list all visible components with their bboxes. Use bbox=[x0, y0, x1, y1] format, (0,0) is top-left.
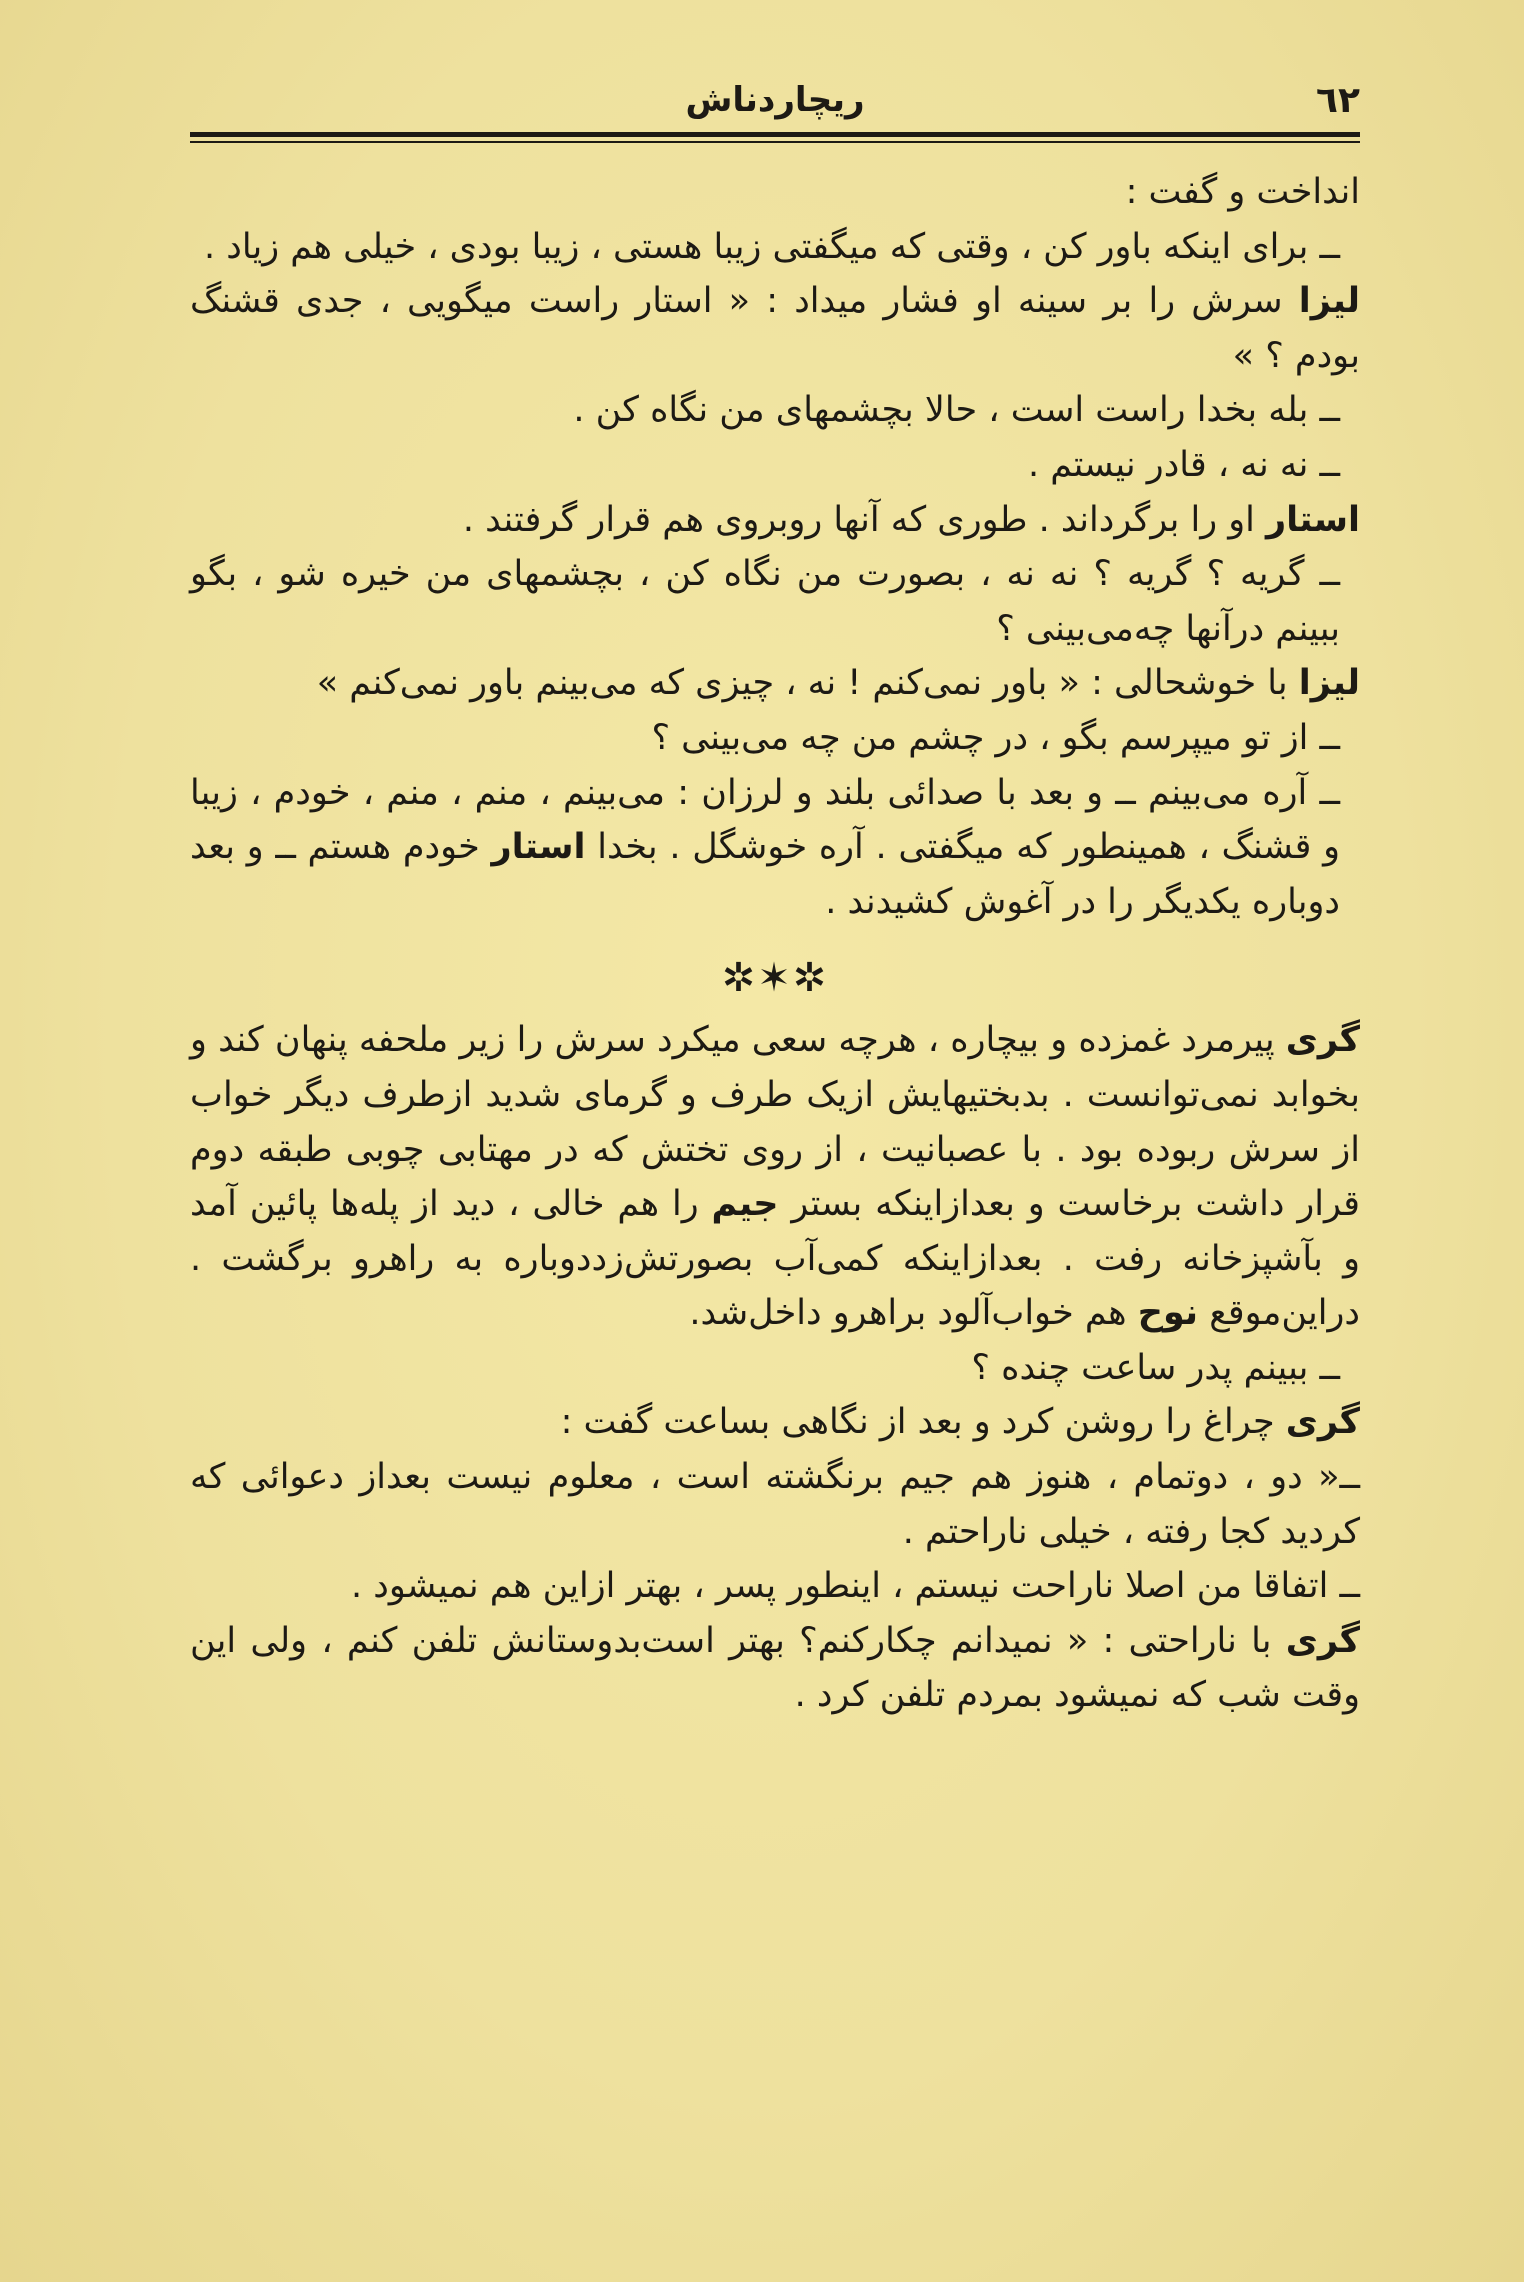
dialogue-line: ــ برای اینکه باور کن ، وقتی که میگفتی زیبا هستی ، زیبا بودی ، خیلی هم زیاد . bbox=[203, 226, 1340, 267]
page-number: ٦٢ bbox=[1316, 80, 1360, 121]
character-name: گری bbox=[1285, 1020, 1360, 1061]
paragraph: گری با ناراحتی : « نمیدانم چکارکنم؟ بهتر است‌بدوستانش تلفن کنم ، ولی این وقت شب که نمیشود بمردم تلفن کرد . bbox=[190, 1620, 1360, 1716]
character-name: گری bbox=[1285, 1620, 1360, 1661]
header-rule-thick bbox=[190, 132, 1360, 137]
section-separator: ✲✶✲ bbox=[721, 955, 829, 1002]
dialogue-line: ــ آره می‌بینم ــ و بعد با صدائی بلند و لرزان : می‌بینم ، منم ، منم ، خودم ، زیبا و قشنگ ، همینطور که میگفتی . آره خوشگل . بخدا استار خودم هستم ــ و بعد دوباره یکدیگر را در آغوش کشیدند . bbox=[190, 772, 1340, 922]
paragraph: استار او را برگرداند . طوری که آنها روبروی هم قرار گرفتند . bbox=[462, 499, 1360, 540]
character-name: استار bbox=[491, 827, 586, 868]
character-name: جیم bbox=[711, 1184, 779, 1225]
dialogue-line: ــ از تو میپرسم بگو ، در چشم من چه می‌بینی ؟ bbox=[651, 717, 1340, 758]
character-name: لیزا bbox=[1298, 281, 1360, 322]
dialogue-line: ــ گریه ؟ گریه ؟ نه نه ، بصورت من نگاه کن ، بچشمهای من خیره شو ، بگو ببینم درآنها چه‌می‌بینی ؟ bbox=[190, 554, 1340, 649]
dialogue-line: ــ ببینم پدر ساعت چنده ؟ bbox=[971, 1347, 1340, 1388]
page-header bbox=[190, 80, 1360, 130]
character-name: لیزا bbox=[1298, 663, 1360, 704]
character-name: نوح bbox=[1137, 1293, 1199, 1334]
paragraph: گری پیرمرد غمزده و بیچاره ، هرچه سعی میکرد سرش را زیر ملحفه پنهان کند و بخوابد نمی‌توانست . بدبختیهایش ازیک طرف و گرمای شدید ازطرف دیگر خواب از سرش ربوده بود . با عصبانیت ، از روی تختش که در مهتابی چوبی طبقه دوم قرار داشت برخاست و بعدازاینکه بستر جیم را هم خالی ، دید از پله‌ها پائین آمد و بآشپزخانه رفت . بعدازاینکه کمی‌آب بصورتش‌زددوباره به راهرو برگشت . دراین‌موقع نوح هم خواب‌آلود براهرو داخل‌شد. bbox=[190, 1020, 1360, 1334]
paragraph: انداخت و گفت : bbox=[1125, 172, 1360, 212]
dialogue-line: ــ« دو ، دوتمام ، هنوز هم جیم برنگشته است ، معلوم نیست بعداز دعوائی که کردید کجا رفته ، خیلی ناراحتم . bbox=[190, 1457, 1360, 1552]
dialogue-line: ــ اتفاقا من اصلا ناراحت نیستم ، اینطور پسر ، بهتر ازاین هم نمیشود . bbox=[350, 1566, 1360, 1607]
character-name: گری bbox=[1285, 1402, 1360, 1443]
header-rule-thin bbox=[190, 141, 1360, 143]
paragraph: لیزا سرش را بر سینه او فشار میداد : « استار راست میگویی ، جدی قشنگ بودم ؟ » bbox=[190, 281, 1360, 376]
body-text bbox=[190, 165, 1360, 1723]
paragraph: گری چراغ را روشن کرد و بعد از نگاهی بساعت گفت : bbox=[560, 1402, 1360, 1443]
dialogue-line: ــ نه نه ، قادر نیستم . bbox=[1028, 444, 1340, 485]
character-name: استار bbox=[1266, 499, 1360, 540]
running-title: ریچاردناش bbox=[685, 80, 865, 120]
paragraph: لیزا با خوشحالی : « باور نمی‌کنم ! نه ، چیزی که می‌بینم باور نمی‌کنم » bbox=[316, 663, 1360, 704]
dialogue-line: ــ بله بخدا راست است ، حالا بچشمهای من نگاه کن . bbox=[573, 390, 1340, 431]
